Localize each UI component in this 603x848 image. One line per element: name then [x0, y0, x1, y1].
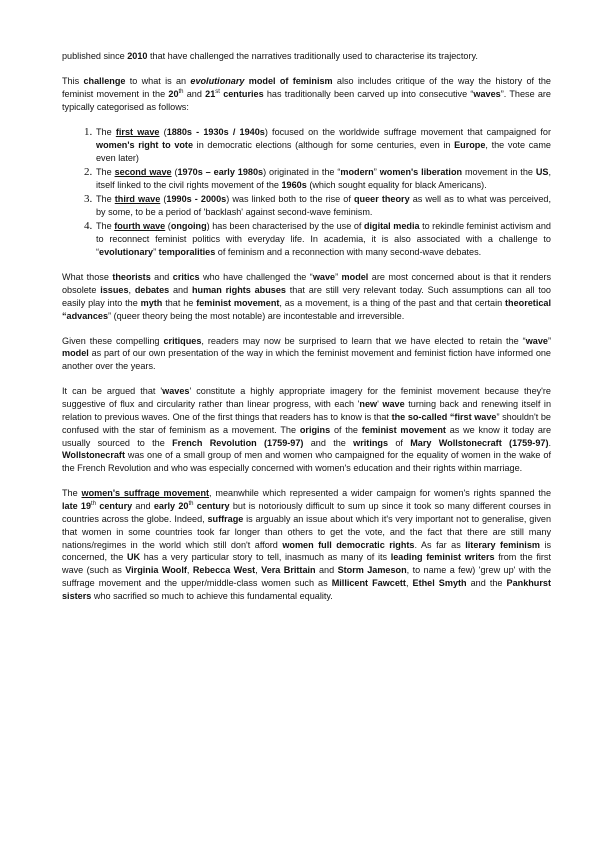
list-item-third-wave: 3. The third wave (1990s - 2000s) was linked both to the rise of queer theory as well as to what was perceived, by some, to be a period of 'backlash' against second-wave feminism. [95, 193, 551, 219]
paragraph-critics: What those theorists and critics who have challenged the “wave” model are most concerned about is that it renders obsolete issues, debates and human rights abuses that are still very relevant today. Such assumptions can all too easily play into the myth that he feminist movement, as a movement, is a thing of the past and that certain theoretical “advances” (queer theory being the most notable) are incontestable and irreversible. [62, 272, 551, 321]
paragraph-retain-model: Given these compelling critiques, readers may now be surprised to learn that we have elected to retain the “wave” model as part of our own presentation of the way in which the feminist movement and feminist fiction have informed one another over the years. [62, 335, 551, 372]
document-page [62, 50, 551, 615]
paragraph-waves-imagery: It can be argued that 'waves' constitute a highly appropriate imagery for the feminist movement because they're suggestive of flux and circularity rather than linear progress, with each 'new' wave turning back and renewing itself in relation to previous waves. One of the first things that readers has to know is that the so-called “first wave” shouldn't be confused with the star of feminism as a movement. The origins of the feminist movement as we know it today are usually sourced to the French Revolution (1759-97) and the writings of Mary Wollstonecraft (1759-97). Wollstonecraft was one of a small group of men and women who campaigned for the equality of women in the wake of the French Revolution and who was especially concerned with women's education and their rights within marriage. [62, 386, 552, 474]
paragraph-challenge: This challenge to what is an evolutionary model of feminism also includes critique of the way the history of the feminist movement in the 20th and 21st centuries has traditionally been carved up into consecutive “waves”. These are typically categorised as follows: [62, 76, 551, 112]
list-item-first-wave: 1. The first wave (1880s - 1930s / 1940s) focused on the worldwide suffrage movement that campaigned for women's right to vote in democratic elections (although for some centuries, even in Europe, the vote came even later) [95, 126, 551, 164]
list-item-fourth-wave: 4. The fourth wave (ongoing) has been characterised by the use of digital media to rekindle feminist activism and to reconnect feminist politics with everyday life. In academia, it is also associated with a challenge to “evolutionary” temporalities of feminism and a reconnection with many second-wave debates. [95, 220, 551, 258]
waves-list [62, 126, 551, 259]
paragraph-suffrage: The women's suffrage movement, meanwhile which represented a wider campaign for women's rights spanned the late 19th century and early 20th century but is notoriously difficult to sum up since it took so many different courses in countries across the globe. Indeed, suffrage is arguably an issue about which it's very important not to generalise, given that women in some countries took far longer than others to get the vote, and the fact that there are still many nations/regimes in the world which still don't afford women full democratic rights. As far as literary feminism is concerned, the UK has a very particular story to tell, inasmuch as many of its leading feminist writers from the first wave (such as Virginia Woolf, Rebecca West, Vera Brittain and Storm Jameson, to name a few) 'grew up' with the suffrage movement and the upper/middle-class women such as Millicent Fawcett, Ethel Smyth and the Pankhurst sisters who sacrified so much to achieve this fundamental equality. [62, 488, 552, 601]
paragraph-intro-continued: published since 2010 that have challenged the narratives traditionally used to characterise its trajectory. [62, 51, 478, 61]
list-item-second-wave: 2. The second wave (1970s – early 1980s) originated in the “modern” women's liberation movement in the US, itself linked to the civil rights movement of the 1960s (which sought equality for black Americans). [95, 166, 551, 192]
